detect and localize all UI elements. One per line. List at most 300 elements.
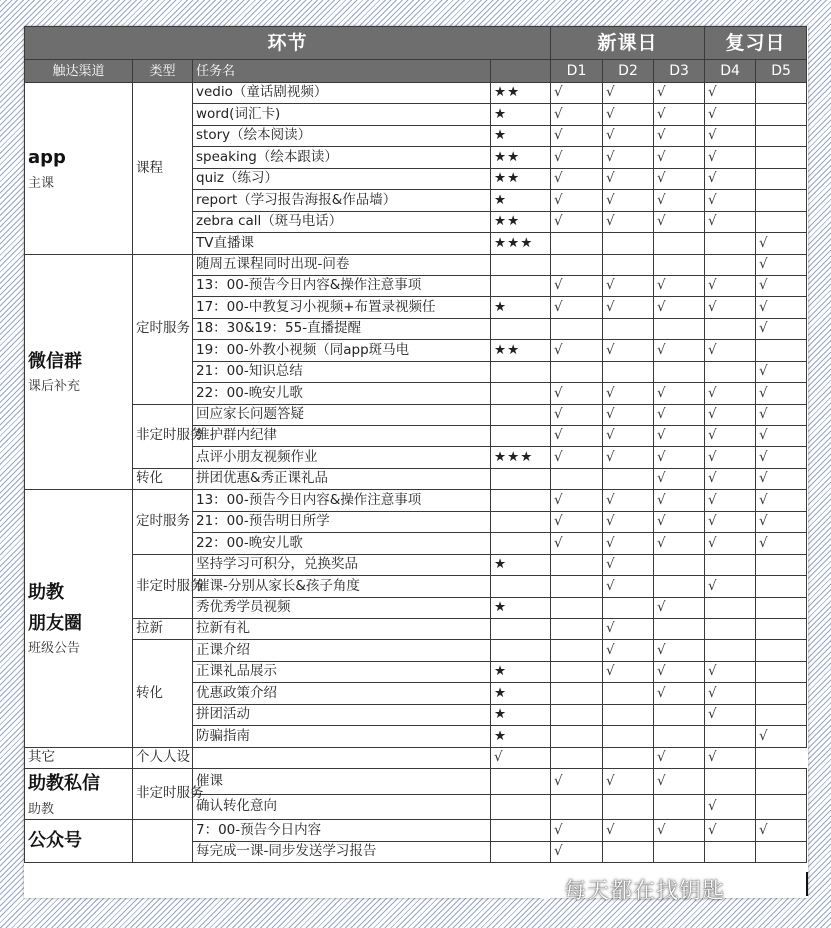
type-cell: 定时服务 [133,254,193,404]
check-d4 [705,318,756,339]
task-name: 催课 [193,769,491,795]
task-name: 拼团活动 [193,704,491,725]
rating-stars: ★★★ [491,447,551,468]
check-d4: √ [705,426,756,447]
channel-cell [25,83,133,255]
rating-stars [491,254,551,275]
review-days-header: 复习日 [705,27,807,60]
type-cell: 定时服务 [133,490,193,554]
check-d1 [551,554,603,575]
task-name: 13：00-预告今日内容&操作注意事项 [193,275,491,296]
check-d5 [756,841,807,862]
check-d1: √ [551,533,603,554]
check-d5: √ [756,726,807,747]
check-d5 [756,683,807,704]
schedule-sheet [24,26,808,898]
task-name: quiz（练习） [193,168,491,189]
check-d5 [756,147,807,168]
task-col-header: 任务名 [193,60,491,83]
task-name: 拉新有礼 [193,618,491,639]
check-d3 [654,361,705,382]
check-d4 [705,841,756,862]
check-d1 [551,618,603,639]
check-d1 [551,576,603,597]
check-d4: √ [654,747,705,768]
check-d3: √ [654,147,705,168]
check-d4: √ [705,104,756,125]
check-d3: √ [654,447,705,468]
day-header-d1: D1 [551,60,603,83]
channel-name: 公众号 [28,829,82,851]
check-d4 [705,618,756,639]
task-name: 正课礼品展示 [193,661,491,682]
check-d2: √ [603,275,654,296]
check-d5 [756,104,807,125]
check-d4: √ [705,211,756,232]
check-d2 [603,468,654,489]
header-row-2 [25,60,807,83]
table-row [25,820,807,841]
task-name: 22：00-晚安儿歌 [193,383,491,404]
check-d3: √ [654,468,705,489]
rating-stars [491,275,551,296]
check-d5 [756,211,807,232]
check-d5: √ [756,533,807,554]
header-row-1 [25,27,807,60]
check-d4 [705,597,756,618]
check-d2: √ [603,511,654,532]
check-d5 [756,794,807,820]
task-name: 17：00-中教复习小视频+布置录视频任 [193,297,491,318]
check-d5: √ [756,426,807,447]
day-header-d3: D3 [654,60,705,83]
table-row [25,640,807,661]
check-d4: √ [705,383,756,404]
check-d5 [756,125,807,146]
task-name: speaking（绘本跟读） [193,147,491,168]
check-d3: √ [654,597,705,618]
check-d4: √ [705,820,756,841]
rating-stars [491,426,551,447]
check-d4 [705,233,756,254]
check-d2: √ [603,576,654,597]
check-d3 [654,726,705,747]
schedule-table [24,26,807,863]
check-d2: √ [603,168,654,189]
wechat-icon [528,877,556,901]
check-d2: √ [603,820,654,841]
check-d5 [756,340,807,361]
rating-stars [491,576,551,597]
check-d2: √ [603,618,654,639]
check-d3 [654,576,705,597]
type-cell: 课程 [133,83,193,255]
check-d2 [603,841,654,862]
check-d3 [654,254,705,275]
check-d1: √ [551,104,603,125]
check-d2 [603,254,654,275]
rating-stars: ★★ [491,168,551,189]
check-d4 [705,726,756,747]
task-name: word(词汇卡) [193,104,491,125]
check-d5: √ [756,490,807,511]
check-d1 [551,726,603,747]
check-d4: √ [705,511,756,532]
rating-stars: ★ [491,726,551,747]
check-d1: √ [551,769,603,795]
check-d2: √ [603,211,654,232]
check-d4 [705,254,756,275]
check-d4: √ [705,404,756,425]
table-row [25,468,807,489]
rating-stars [491,383,551,404]
rating-col-header [491,60,551,83]
check-d1: √ [551,404,603,425]
check-d1 [551,640,603,661]
type-cell: 转化 [133,468,193,489]
check-d3: √ [654,190,705,211]
check-d4: √ [705,704,756,725]
task-name: vedio（童话剧视频） [193,83,491,104]
check-d3: √ [654,511,705,532]
rating-stars: ★ [491,661,551,682]
check-d1: √ [551,820,603,841]
check-d2 [603,683,654,704]
check-d2 [603,794,654,820]
check-d1 [551,254,603,275]
task-name: 个人人设 [133,747,193,768]
type-cell: 拉新 [133,618,193,639]
check-d2: √ [603,125,654,146]
rating-stars: ★ [491,125,551,146]
watermark [528,872,818,906]
check-d5 [756,554,807,575]
check-d3 [654,618,705,639]
channel-name: app [28,147,66,169]
check-d2: √ [603,404,654,425]
check-d1: √ [551,383,603,404]
check-d3: √ [654,83,705,104]
type-cell: 非定时服务 [133,404,193,468]
check-d5 [756,661,807,682]
table-row [25,618,807,639]
channel-cell [25,769,133,820]
check-d2: √ [603,190,654,211]
check-d3 [654,841,705,862]
check-d4 [705,769,756,795]
check-d5: √ [756,820,807,841]
channel-name: 助教私信 [28,773,100,794]
check-d1 [551,704,603,725]
task-name: 随周五课程同时出现-问卷 [193,254,491,275]
type-cell: 非定时服务 [133,554,193,618]
table-row [25,254,807,275]
task-name: 21：00-知识总结 [193,361,491,382]
check-d3: √ [654,683,705,704]
table-row [25,490,807,511]
rating-stars: ★★ [491,211,551,232]
task-name: 维护群内纪律 [193,426,491,447]
check-d2: √ [603,554,654,575]
check-d5 [756,704,807,725]
table-row [25,769,807,795]
check-d5 [756,576,807,597]
check-d4: √ [705,340,756,361]
check-d5 [756,168,807,189]
table-row [25,404,807,425]
check-d5 [756,769,807,795]
task-name: 正课介绍 [193,640,491,661]
check-d4 [705,640,756,661]
check-d2: √ [603,447,654,468]
check-d4: √ [705,168,756,189]
check-d1 [551,683,603,704]
channel-name: 助教 朋友圈 [28,582,82,634]
rating-stars [491,794,551,820]
rating-stars: ★★★ [491,233,551,254]
check-d5: √ [756,254,807,275]
task-name: TV直播课 [193,233,491,254]
task-name: report（学习报告海报&作品墙） [193,190,491,211]
check-d5: √ [756,468,807,489]
check-d1 [551,318,603,339]
check-d4 [705,361,756,382]
channel-subtitle: 课后补充 [28,379,81,395]
rating-stars [491,490,551,511]
check-d1: √ [551,190,603,211]
check-d4: √ [705,661,756,682]
check-d3: √ [654,533,705,554]
day-header-d5: D5 [756,60,807,83]
check-d4: √ [705,83,756,104]
watermark-text: 每天都在找钥匙 [564,878,726,904]
check-d1 [551,361,603,382]
check-d2 [603,597,654,618]
check-d3: √ [654,168,705,189]
rating-stars [491,769,551,795]
check-d4: √ [705,447,756,468]
task-name: 防骗指南 [193,726,491,747]
check-d1: √ [551,340,603,361]
check-d5: √ [756,318,807,339]
check-d5: √ [705,747,756,768]
check-d3: √ [654,211,705,232]
check-d2: √ [603,640,654,661]
check-d5: √ [756,275,807,296]
check-d3 [654,554,705,575]
check-d1: √ [551,275,603,296]
check-d3: √ [654,490,705,511]
task-name: story（绘本阅读） [193,125,491,146]
task-name: 19：00-外教小视频（同app斑马电 [193,340,491,361]
task-name: 优惠政策介绍 [193,683,491,704]
check-d1: √ [551,211,603,232]
check-d1: √ [491,747,551,768]
rating-stars: ★ [491,554,551,575]
rating-stars [491,820,551,841]
check-d1: √ [551,447,603,468]
rating-stars: ★★ [491,340,551,361]
check-d2 [603,361,654,382]
check-d5: √ [756,297,807,318]
task-name: 每完成一课-同步发送学习报告 [193,841,491,862]
check-d2: √ [603,83,654,104]
rating-stars [491,361,551,382]
rating-stars: ★ [491,683,551,704]
task-name: 21：00-预告明日所学 [193,511,491,532]
rating-stars: ★ [491,297,551,318]
check-d3: √ [654,820,705,841]
check-d1: √ [551,841,603,862]
check-d1 [551,661,603,682]
check-d3: √ [654,340,705,361]
check-d5 [756,618,807,639]
day-header-d2: D2 [603,60,654,83]
check-d2 [603,704,654,725]
check-d3: √ [654,125,705,146]
channel-subtitle: 助教 [28,801,55,817]
check-d5: √ [756,511,807,532]
task-name: 确认转化意向 [193,794,491,820]
check-d2: √ [603,147,654,168]
type-col-header: 类型 [133,60,193,83]
type-cell [133,820,193,863]
check-d2: √ [603,104,654,125]
check-d3: √ [654,404,705,425]
rating-stars [491,511,551,532]
rating-stars: ★ [491,597,551,618]
check-d4: √ [705,275,756,296]
table-row [25,554,807,575]
check-d5: √ [756,233,807,254]
check-d3: √ [654,297,705,318]
rating-stars [491,618,551,639]
task-name: 22：00-晚安儿歌 [193,533,491,554]
check-d3: √ [654,426,705,447]
task-name: 坚持学习可积分，兑换奖品 [193,554,491,575]
check-d5: √ [756,361,807,382]
check-d3: √ [654,275,705,296]
check-d1: √ [551,426,603,447]
check-d2: √ [603,490,654,511]
day-header-d4: D4 [705,60,756,83]
check-d1 [551,597,603,618]
task-name: 秀优秀学员视频 [193,597,491,618]
check-d5 [756,640,807,661]
check-d5 [756,597,807,618]
check-d3 [654,318,705,339]
check-d1 [551,468,603,489]
task-name: zebra call（斑马电话） [193,211,491,232]
rating-stars: ★ [491,704,551,725]
task-name: 7：00-预告今日内容 [193,820,491,841]
check-d3: √ [654,383,705,404]
type-cell: 转化 [133,640,193,747]
rating-stars [491,841,551,862]
task-name: 回应家长问题答疑 [193,404,491,425]
rating-stars [193,747,491,768]
check-d3: √ [654,640,705,661]
check-d2: √ [603,383,654,404]
channel-subtitle: 班级公告 [28,641,81,657]
table-row [25,747,807,768]
check-d4: √ [705,490,756,511]
check-d4: √ [705,683,756,704]
check-d2: √ [603,340,654,361]
check-d4: √ [705,147,756,168]
check-d4: √ [705,576,756,597]
check-d3: √ [654,661,705,682]
rating-stars [491,640,551,661]
check-d2: √ [603,533,654,554]
rating-stars: ★ [491,104,551,125]
check-d1 [551,794,603,820]
type-cell: 其它 [25,747,133,768]
new-days-header: 新课日 [551,27,705,60]
task-name: 18：30&19：55-直播提醒 [193,318,491,339]
check-d3 [654,794,705,820]
task-name: 13：00-预告今日内容&操作注意事项 [193,490,491,511]
channel-cell [25,820,133,863]
check-d4: √ [705,533,756,554]
check-d4 [705,554,756,575]
rating-stars: ★★ [491,147,551,168]
check-d4: √ [705,297,756,318]
check-d3 [603,747,654,768]
check-d1: √ [551,511,603,532]
check-d3 [654,233,705,254]
check-d2 [603,233,654,254]
rating-stars: ★★ [491,83,551,104]
check-d5 [756,83,807,104]
channel-col-header: 触达渠道 [25,60,133,83]
type-cell: 非定时服务 [133,769,193,820]
check-d1: √ [551,297,603,318]
check-d5: √ [756,447,807,468]
check-d4: √ [705,190,756,211]
channel-cell [25,490,133,747]
check-d4: √ [705,794,756,820]
rating-stars [491,318,551,339]
task-name: 催课-分别从家长&孩子角度 [193,576,491,597]
task-name: 点评小朋友视频作业 [193,447,491,468]
check-d1: √ [551,83,603,104]
channel-subtitle: 主课 [28,175,55,191]
check-d3: √ [654,769,705,795]
check-d2 [551,747,603,768]
table-row [25,83,807,104]
channel-name: 微信群 [28,350,82,372]
rating-stars: ★ [491,190,551,211]
check-d1: √ [551,490,603,511]
check-d2: √ [603,297,654,318]
check-d5: √ [756,404,807,425]
rating-stars [491,468,551,489]
check-d1: √ [551,125,603,146]
check-d1: √ [551,147,603,168]
check-d2 [603,318,654,339]
check-d2: √ [603,769,654,795]
check-d3 [654,704,705,725]
stage-header: 环节 [25,27,551,60]
task-name: 拼团优惠&秀正课礼品 [193,468,491,489]
check-d2: √ [603,426,654,447]
check-d4: √ [705,125,756,146]
check-d1 [551,233,603,254]
check-d2 [603,726,654,747]
check-d5: √ [756,383,807,404]
rating-stars [491,533,551,554]
